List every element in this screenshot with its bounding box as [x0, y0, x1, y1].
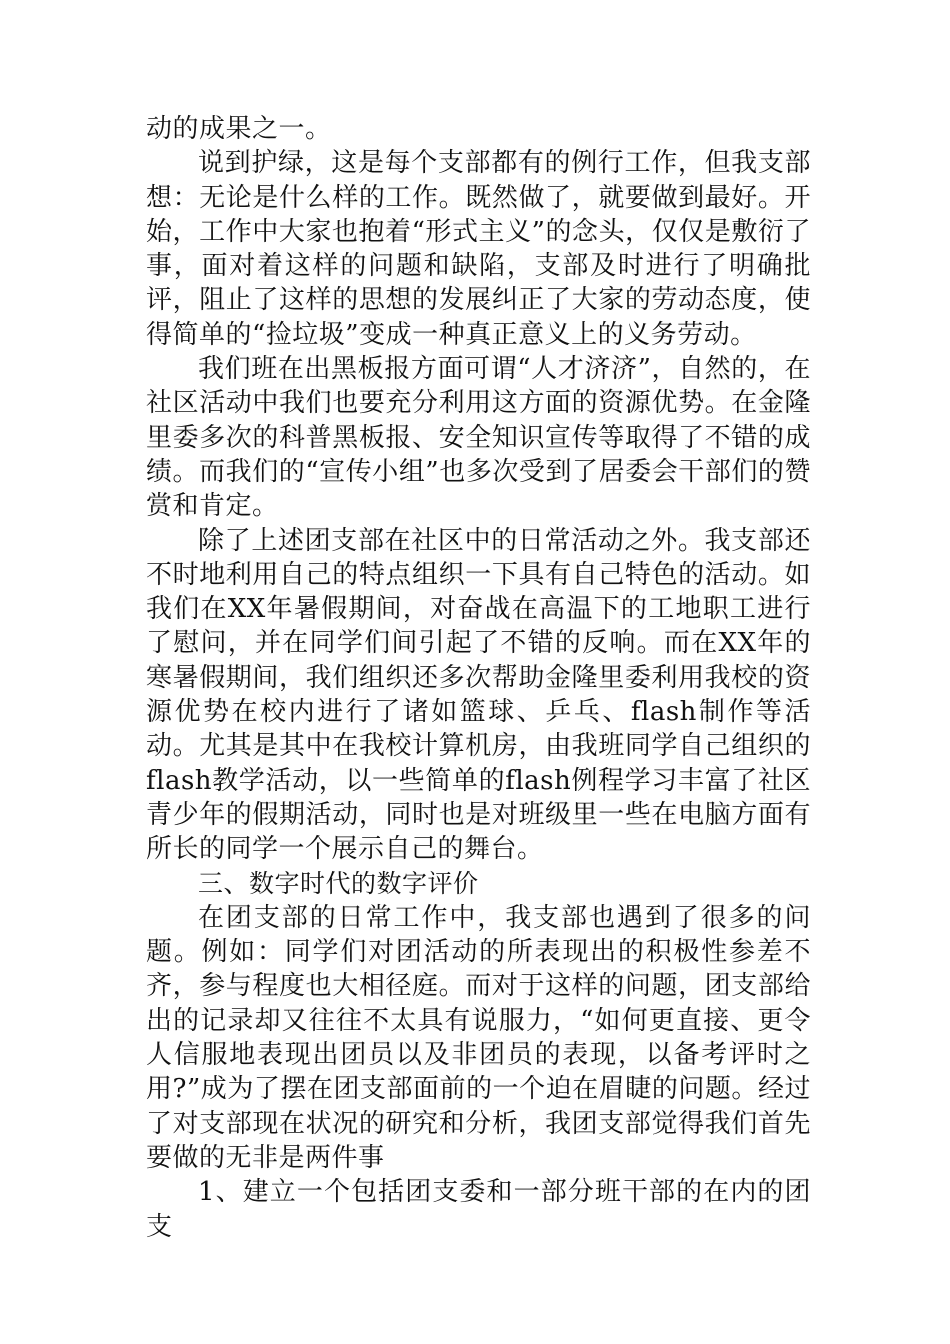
paragraph-3: 我们班在出黑板报方面可谓“人才济济”，自然的，在社区活动中我们也要充分利用这方面的资源优势。在金隆里委多次的科普黑板报、安全知识宣传等取得了不错的成绩。而我们的“宣传小组”也多次受到了居委会干部们的赞赏和肯定。	[146, 354, 811, 522]
paragraph-6: 1、建立一个包括团支委和一部分班干部的在内的团支	[146, 1177, 811, 1242]
paragraph-4: 除了上述团支部在社区中的日常活动之外。我支部还不时地利用自己的特点组织一下具有自己特色的活动。如我们在XX年暑假期间，对奋战在高温下的工地职工进行了慰问，并在同学们间引起了不错的反响。而在XX年的寒暑假期间，我们组织还多次帮助金隆里委利用我校的资源优势在校内进行了诸如篮球、乒乓、flash制作等活动。尤其是其中在我校计算机房，由我班同学自己组织的flash教学活动，以一些简单的flash例程学习丰富了社区青少年的假期活动，同时也是对班级里一些在电脑方面有所长的同学一个展示自己的舞台。	[146, 525, 811, 865]
section-heading: 三、数字时代的数字评价	[198, 868, 479, 898]
document-body	[146, 112, 811, 1244]
paragraph-2: 说到护绿，这是每个支部都有的例行工作，但我支部想：无论是什么样的工作。既然做了，就要做到最好。开始，工作中大家也抱着“形式主义”的念头，仅仅是敷衍了事，面对着这样的问题和缺陷，支部及时进行了明确批评，阻止了这样的思想的发展纠正了大家的劳动态度，使得简单的“捡垃圾”变成一种真正意义上的义务劳动。	[146, 148, 811, 350]
paragraph-5: 在团支部的日常工作中，我支部也遇到了很多的问题。例如：同学们对团活动的所表现出的积极性参差不齐，参与程度也大相径庭。而对于这样的问题，团支部给出的记录却又往往不太具有说服力，“如何更直接、更令人信服地表现出团员以及非团员的表现，以备考评时之用?”成为了摆在团支部面前的一个迫在眉睫的问题。经过了对支部现在状况的研究和分析，我团支部觉得我们首先要做的无非是两件事	[146, 902, 811, 1173]
paragraph-1: 动的成果之一。	[146, 114, 332, 144]
